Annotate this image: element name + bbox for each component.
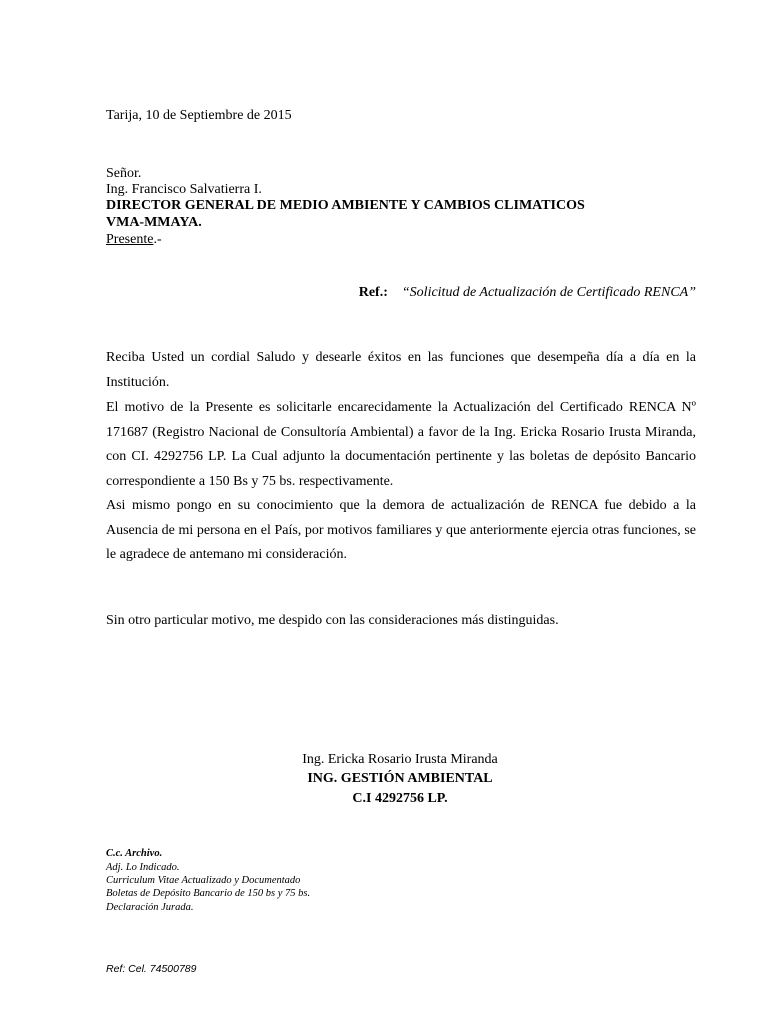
footer-reference: Ref: Cel. 74500789 [106,963,197,975]
addressee-position: DIRECTOR GENERAL DE MEDIO AMBIENTE Y CAMBIOS CLIMATICOS [106,198,585,213]
copies-item: Boletas de Depósito Bancario de 150 bs y 75 bs. [106,888,311,899]
presente-line [106,231,162,248]
reference-line [359,284,696,301]
signature-name: Ing. Ericka Rosario Irusta Miranda [302,752,498,767]
addressee-salutation: Señor. [106,166,142,181]
body-paragraph-2: El motivo de la Presente es solicitarle encarecidamente la Actualización del Certificado RENCA Nº 171687 (Registro Nacional de Consultoría Ambiental) a favor de la Ing. Ericka Rosario Irusta Miranda, con CI. 4292756 LP. La Cual adjunto la documentación pertinente y las boletas de depósito Bancario correspondiente a 150 Bs y 75 bs. respectivamente. [106,400,696,489]
presente-word: Presente [106,232,154,247]
addressee-name: Ing. Francisco Salvatierra I. [106,182,262,197]
copies-item: Curriculum Vitae Actualizado y Documentado [106,875,301,886]
reference-label: Ref.: [358,285,388,300]
closing-paragraph: Sin otro particular motivo, me despido con las consideraciones más distinguidas. [106,613,559,628]
copies-item: Adj. Lo Indicado. [106,862,180,873]
place-date: Tarija, 10 de Septiembre de 2015 [106,108,292,123]
copies-item: Declaración Jurada. [106,902,194,913]
body-paragraph-1: Reciba Usted un cordial Saludo y desearle éxitos en las funciones que desempeña día a día en la Institución. [106,350,696,390]
signature-id: C.I 4292756 LP. [352,791,448,806]
body-paragraph-3: Asi mismo pongo en su conocimiento que la demora de actualización de RENCA fue debido a la Ausencia de mi persona en el País, por motivos familiares y que anteriormente ejercia otras funciones, se le agradece de antemano mi consideración. [106,498,696,562]
presente-suffix: .- [153,232,162,247]
addressee-organization: VMA-MMAYA. [106,215,202,230]
reference-text: “Solicitud de Actualización de Certificado RENCA” [401,285,696,300]
copies-heading: C.c. Archivo. [106,848,163,859]
signature-title: ING. GESTIÓN AMBIENTAL [307,771,493,786]
